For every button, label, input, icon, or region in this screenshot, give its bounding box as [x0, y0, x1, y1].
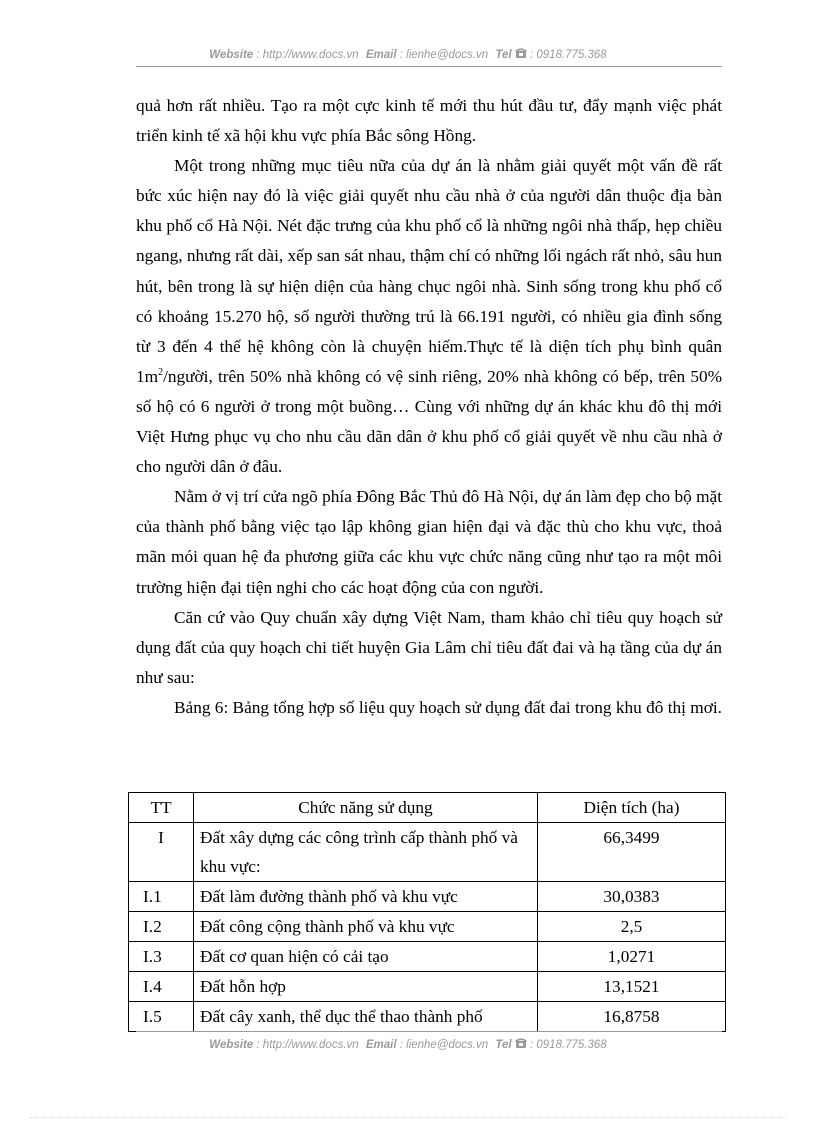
- paragraph-2: [136, 151, 722, 482]
- phone-icon: [515, 1038, 527, 1049]
- footer-email-value[interactable]: : lienhe@docs.vn: [399, 1039, 489, 1051]
- row-function: Đất xây dựng các công trình cấp thành phố và khu vực:: [194, 823, 538, 882]
- row-area: 30,0383: [538, 882, 726, 912]
- row-area: 66,3499: [538, 823, 726, 882]
- row-function: Đất công cộng thành phố và khu vực: [194, 912, 538, 942]
- row-tt: I.1: [129, 882, 194, 912]
- row-function: Đất hỗn hợp: [194, 972, 538, 1002]
- table-row: [129, 823, 726, 882]
- table-header-row: [129, 793, 726, 823]
- row-tt: I.4: [129, 972, 194, 1002]
- header-tel-label: Tel: [495, 49, 512, 61]
- document-body: [136, 91, 722, 723]
- table-row: [129, 942, 726, 972]
- paragraph-2-part-2: /người, trên 50% nhà không có vệ sinh riêng, 20% nhà không có bếp, trên 50% số hộ có 6 người ở trong một buồng… Cùng với những dự án khác khu đô thị mới Việt Hưng phục vụ cho nhu cầu dãn dân ở khu phố cổ giải quyết về nhu cầu nhà ở cho người dân ở đâu.: [136, 366, 722, 477]
- row-tt: I: [129, 823, 194, 882]
- row-area: 2,5: [538, 912, 726, 942]
- superscript-2: 2: [158, 367, 164, 379]
- paragraph-3: Nằm ở vị trí cửa ngõ phía Đông Bắc Thủ đô Hà Nội, dự án làm đẹp cho bộ mặt của thành phố bằng việc tạo lập không gian hiện đại và đặc thù cho khu vực, thoả mãn mói quan hệ đa phương giữa các khu vực chức năng cũng như tạo ra một môi trường hiện đại tiện nghi cho các hoạt động của con người.: [136, 487, 722, 597]
- footer-email-label: Email: [365, 1039, 397, 1051]
- row-tt: I.5: [129, 1002, 194, 1032]
- phone-icon: [515, 48, 527, 59]
- paragraph-1: quả hơn rất nhiều. Tạo ra một cực kinh tế mới thu hút đầu tư, đẩy mạnh việc phát triển kinh tế xã hội khu vực phía Bắc sông Hồng.: [136, 96, 722, 146]
- page-header: [0, 48, 816, 61]
- row-tt: I.2: [129, 912, 194, 942]
- header-tt: TT: [129, 793, 194, 823]
- table-row: [129, 972, 726, 1002]
- footer-tel-label: Tel: [495, 1039, 512, 1051]
- row-function: Đất cây xanh, thể dục thể thao thành phố: [194, 1002, 538, 1032]
- header-email-label: Email: [365, 49, 397, 61]
- page-bottom-edge: [30, 1117, 786, 1118]
- row-function: Đất cơ quan hiện có cải tạo: [194, 942, 538, 972]
- table-row: [129, 882, 726, 912]
- footer-website-label: Website: [209, 1039, 254, 1051]
- row-tt: I.3: [129, 942, 194, 972]
- page-footer: [0, 1038, 816, 1051]
- header-tel-value: : 0918.775.368: [529, 49, 607, 61]
- footer-tel-value: : 0918.775.368: [529, 1039, 607, 1051]
- row-area: 16,8758: [538, 1002, 726, 1032]
- row-area: 13,1521: [538, 972, 726, 1002]
- header-divider: [136, 66, 722, 67]
- table-caption: Bảng 6: Bảng tổng hợp số liệu quy hoạch sử dụng đất đai trong khu đô thị mơi.: [174, 697, 722, 717]
- footer-divider: [136, 1031, 722, 1032]
- header-function: Chức năng sử dụng: [194, 793, 538, 823]
- table-row: [129, 912, 726, 942]
- table-row: [129, 1002, 726, 1032]
- header-website-value[interactable]: : http://www.docs.vn: [256, 49, 359, 61]
- footer-website-value[interactable]: : http://www.docs.vn: [256, 1039, 359, 1051]
- paragraph-2-part-1: Một trong những mục tiêu nữa của dự án là nhằm giải quyết một vấn đề rất bức xúc hiện nay đó là việc giải quyết nhu cầu nhà ở của người dân thuộc địa bàn khu phố cổ Hà Nội. Nét đặc trưng của khu phố cổ là những ngôi nhà thấp, hẹp chiều ngang, nhưng rất dài, xếp san sát nhau, thậm chí có những lối ngách rất nhỏ, sâu hun hút, bên trong là sự hiện diện của hàng chục ngôi nhà. Sinh sống trong khu phố cổ có khoảng 15.270 hộ, số người thường trú là 66.191 người, có nhiều gia đình sống từ 3 đến 4 thế hệ không còn là chuyện hiếm.Thực tế là diện tích phụ bình quân 1m: [136, 156, 722, 386]
- row-area: 1,0271: [538, 942, 726, 972]
- header-area: Diện tích (ha): [538, 793, 726, 823]
- land-use-table: [128, 792, 726, 1032]
- header-email-value[interactable]: : lienhe@docs.vn: [399, 49, 489, 61]
- header-website-label: Website: [209, 49, 254, 61]
- row-function: Đất làm đường thành phố và khu vực: [194, 882, 538, 912]
- paragraph-4: Căn cứ vào Quy chuẩn xây dựng Việt Nam, tham khảo chỉ tiêu quy hoạch sử dụng đất của quy hoạch chi tiết huyện Gia Lâm chỉ tiêu đất đai và hạ tầng của dự án như sau:: [136, 607, 722, 687]
